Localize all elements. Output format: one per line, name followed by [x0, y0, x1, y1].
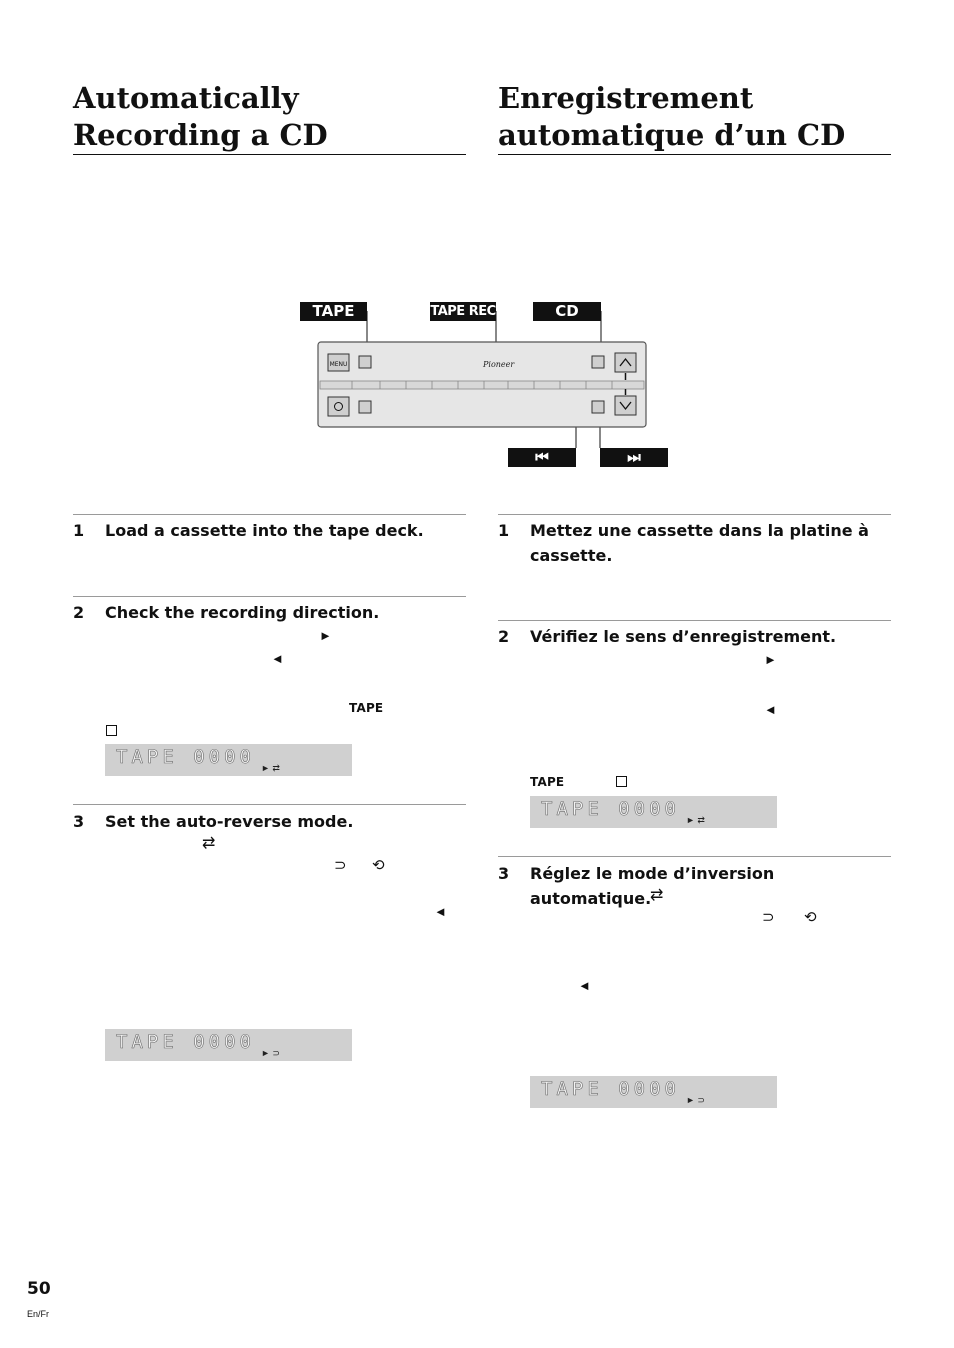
lcd-display — [105, 744, 352, 776]
step-number: 1 — [498, 521, 510, 540]
tape-rec-button-tag: TAPE REC — [430, 304, 496, 319]
tape-button-tag: TAPE — [300, 302, 367, 321]
tape-label: TAPE — [349, 701, 384, 715]
device-panel — [300, 300, 670, 470]
step-text: Load a cassette into the tape deck. — [105, 521, 424, 540]
play-reverse-icon: ◄ — [764, 702, 777, 717]
step-number: 3 — [498, 864, 510, 883]
lcd-text: TAPE 0000 — [541, 1078, 680, 1100]
step-text-cont: cassette. — [530, 546, 613, 565]
auto-reverse-icon: ⇄ — [202, 835, 216, 852]
step-number: 3 — [73, 812, 85, 831]
divider — [73, 514, 466, 515]
lcd-display — [530, 796, 777, 828]
cd-button-tag: CD — [533, 302, 601, 321]
divider — [498, 514, 891, 515]
page-language: En/Fr — [27, 1309, 50, 1319]
step-text: Vérifiez le sens d’enregistrement. — [530, 627, 837, 646]
stop-icon — [106, 725, 117, 736]
divider — [498, 856, 891, 857]
lcd-text: TAPE 0000 — [541, 798, 680, 820]
step-text: Mettez une cassette dans la platine à — [530, 521, 869, 540]
lcd-text: TAPE 0000 — [116, 746, 255, 768]
page-title-fr: Enregistrement automatique d’un CD — [498, 80, 891, 155]
play-forward-icon: ► — [319, 628, 332, 643]
lcd-indicator: ► ⇄ — [261, 763, 280, 773]
step-text: Réglez le mode d’inversion automatique. — [530, 864, 775, 908]
page-title-en: Automatically Recording a CD — [73, 80, 466, 155]
auto-reverse-icon: ⇄ — [650, 887, 664, 904]
play-reverse-icon: ◄ — [578, 978, 591, 993]
one-way-reverse-icon: ⊃ — [334, 857, 347, 874]
step-number: 2 — [498, 627, 510, 646]
lcd-display — [530, 1076, 777, 1108]
step-number: 2 — [73, 603, 85, 622]
divider — [73, 596, 466, 597]
play-reverse-icon: ◄ — [434, 904, 447, 919]
divider — [498, 620, 891, 621]
step-number: 1 — [73, 521, 85, 540]
stop-icon — [616, 776, 627, 787]
svg-text:Pioneer: Pioneer — [483, 360, 515, 369]
lcd-text: TAPE 0000 — [116, 1031, 255, 1053]
play-reverse-icon: ◄ — [271, 651, 284, 666]
prev-track-tag: ⏮ — [508, 448, 576, 467]
step-text: Check the recording direction. — [105, 603, 380, 622]
lcd-display — [105, 1029, 352, 1061]
repeat-reverse-icon: ⟲ — [372, 857, 385, 874]
lcd-indicator: ► ⇄ — [686, 815, 705, 825]
one-way-reverse-icon: ⊃ — [762, 909, 775, 926]
svg-text:MENU: MENU — [329, 361, 348, 368]
play-forward-icon: ► — [764, 652, 777, 667]
next-track-tag: ⏭ — [600, 448, 668, 467]
divider — [73, 804, 466, 805]
step-text: Set the auto-reverse mode. — [105, 812, 354, 831]
lcd-indicator: ► ⊃ — [261, 1048, 280, 1058]
repeat-reverse-icon: ⟲ — [804, 909, 817, 926]
tape-label: TAPE — [530, 775, 565, 789]
page-number: 50 — [27, 1279, 51, 1299]
lcd-indicator: ► ⊃ — [686, 1095, 705, 1105]
